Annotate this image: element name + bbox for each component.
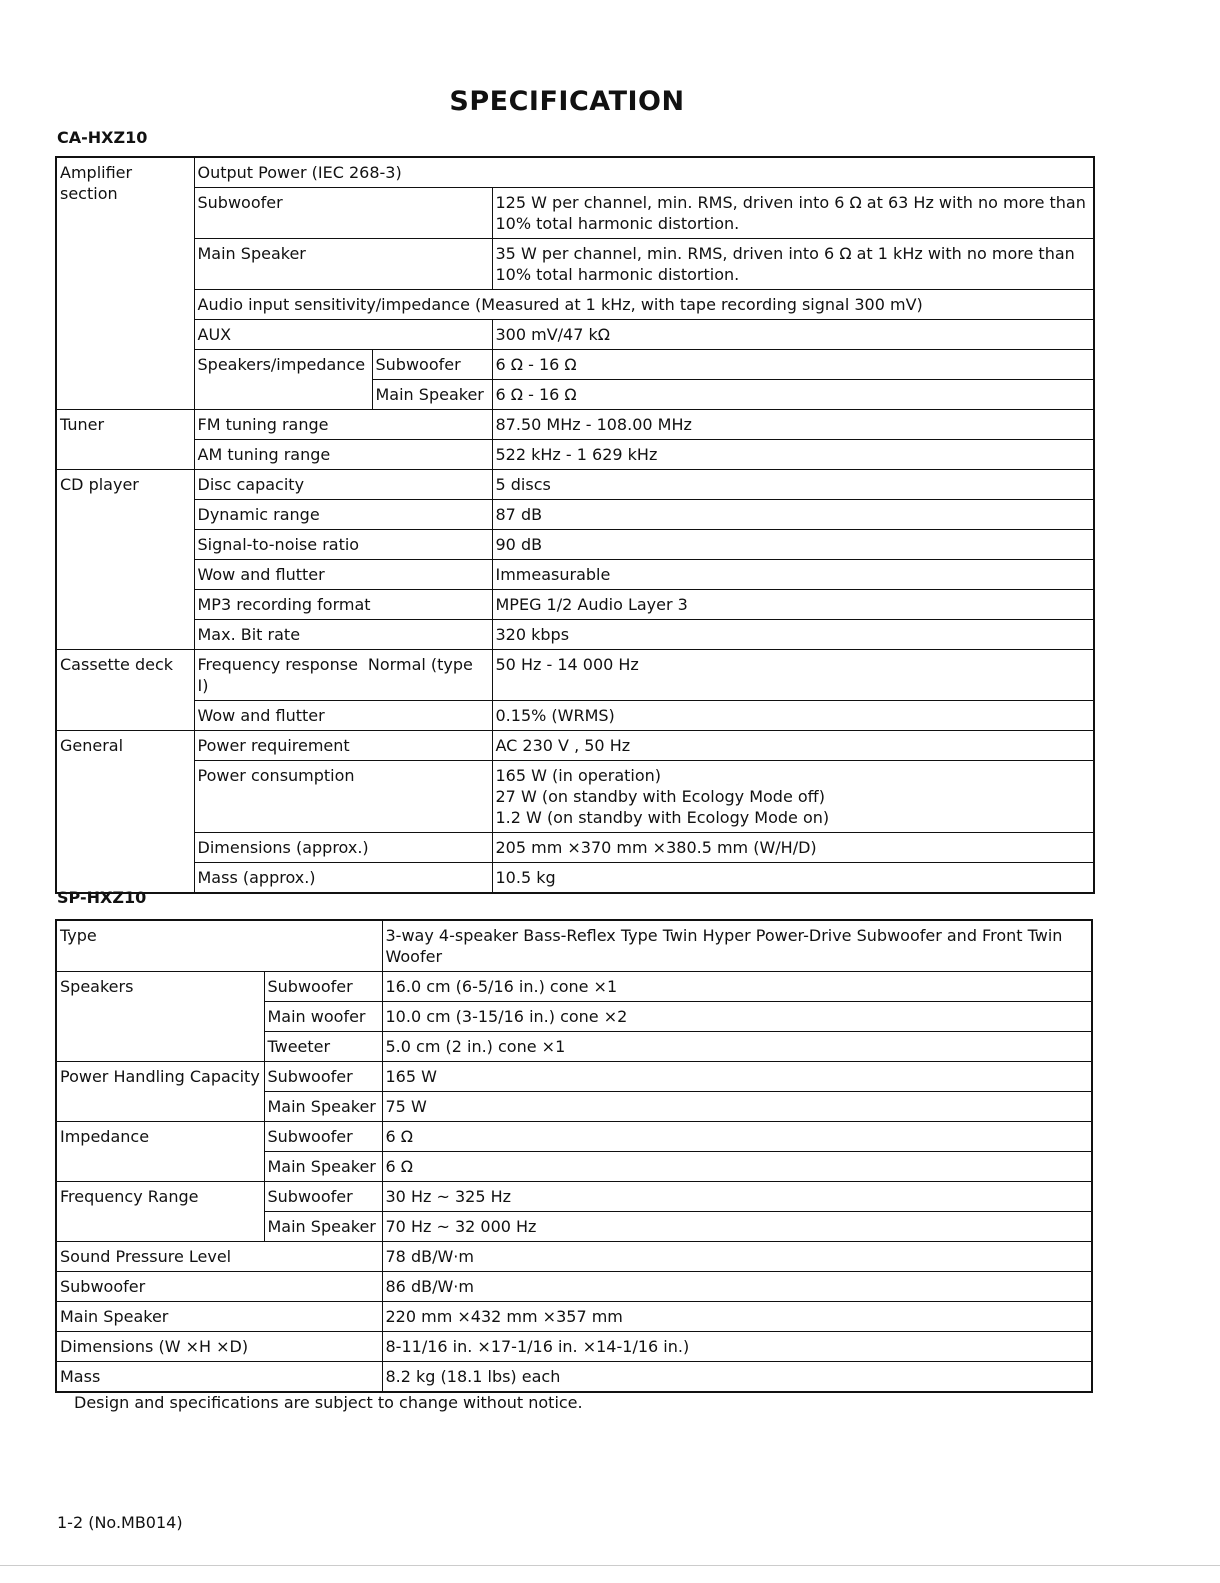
section-label: Amplifier section xyxy=(56,157,194,410)
spec-label: Type xyxy=(56,920,382,972)
spec-label: Subwoofer xyxy=(56,1272,382,1302)
spec-sublabel: Main woofer xyxy=(264,1002,382,1032)
spec-sublabel: Main Speaker xyxy=(264,1152,382,1182)
spec-sublabel: Subwoofer xyxy=(264,1182,382,1212)
sp-model-heading: SP-HXZ10 xyxy=(57,888,147,907)
section-label: Tuner xyxy=(56,410,194,470)
table-row xyxy=(56,560,1094,590)
table-row xyxy=(56,1182,1092,1212)
table-row xyxy=(56,440,1094,470)
spec-value: 87.50 MHz - 108.00 MHz xyxy=(492,410,1094,440)
sp-spec-table xyxy=(55,919,1093,1393)
section-label: General xyxy=(56,731,194,894)
spec-label: Mass (approx.) xyxy=(194,863,492,894)
table-row xyxy=(56,188,1094,239)
spec-value: 35 W per channel, min. RMS, driven into 6 Ω at 1 kHz with no more than 10% total harmonic distortion. xyxy=(492,239,1094,290)
spec-sublabel: Subwoofer xyxy=(264,972,382,1002)
table-row xyxy=(56,1122,1092,1152)
spec-value: Immeasurable xyxy=(492,560,1094,590)
table-row xyxy=(56,157,1094,188)
table-row xyxy=(56,1242,1092,1272)
table-row xyxy=(56,863,1094,894)
spec-label: Disc capacity xyxy=(194,470,492,500)
spec-value: 320 kbps xyxy=(492,620,1094,650)
section-label: Impedance xyxy=(56,1122,264,1182)
spec-sublabel: Subwoofer xyxy=(372,350,492,380)
spec-value: 50 Hz - 14 000 Hz xyxy=(492,650,1094,701)
spec-value: 6 Ω - 16 Ω xyxy=(492,380,1094,410)
table-row xyxy=(56,731,1094,761)
table-row xyxy=(56,920,1092,972)
page-title: SPECIFICATION xyxy=(449,86,685,117)
table-row xyxy=(56,701,1094,731)
section-label: Speakers xyxy=(56,972,264,1062)
page-edge-divider xyxy=(0,1565,1220,1566)
spec-value: 165 W xyxy=(382,1062,1092,1092)
table-row xyxy=(56,530,1094,560)
spec-value: 87 dB xyxy=(492,500,1094,530)
section-label: Cassette deck xyxy=(56,650,194,731)
spec-value: 90 dB xyxy=(492,530,1094,560)
spec-label: Max. Bit rate xyxy=(194,620,492,650)
table-row xyxy=(56,1062,1092,1092)
table-row xyxy=(56,833,1094,863)
ca-spec-table xyxy=(55,156,1095,894)
spec-label: FM tuning range xyxy=(194,410,492,440)
table-row xyxy=(56,470,1094,500)
spec-value: 10.0 cm (3-15/16 in.) cone ×2 xyxy=(382,1002,1092,1032)
table-row xyxy=(56,320,1094,350)
spec-value: AC 230 V , 50 Hz xyxy=(492,731,1094,761)
section-label: Frequency Range xyxy=(56,1182,264,1242)
spec-value: 10.5 kg xyxy=(492,863,1094,894)
spec-label: Wow and flutter xyxy=(194,560,492,590)
table-row xyxy=(56,410,1094,440)
spec-value: 6 Ω xyxy=(382,1122,1092,1152)
table-row xyxy=(56,590,1094,620)
freq-response-label: Frequency response xyxy=(197,655,358,674)
spec-value: 522 kHz - 1 629 kHz xyxy=(492,440,1094,470)
spec-value: 78 dB/W·m xyxy=(382,1242,1092,1272)
spec-label: Sound Pressure Level xyxy=(56,1242,382,1272)
table-row xyxy=(56,761,1094,833)
ca-model-heading: CA-HXZ10 xyxy=(57,128,148,147)
spec-value: 3-way 4-speaker Bass-Reflex Type Twin Hyper Power-Drive Subwoofer and Front Twin Woofer xyxy=(382,920,1092,972)
table-row xyxy=(56,290,1094,320)
change-notice: Design and specifications are subject to change without notice. xyxy=(74,1393,583,1412)
power-line: 27 W (on standby with Ecology Mode off) xyxy=(495,787,825,806)
spec-sublabel: Main Speaker xyxy=(264,1092,382,1122)
spec-label: Main Speaker xyxy=(194,239,492,290)
table-row xyxy=(56,1272,1092,1302)
spec-value: 8-11/16 in. ×17-1/16 in. ×14-1/16 in.) xyxy=(382,1332,1092,1362)
table-row xyxy=(56,239,1094,290)
spec-value: MPEG 1/2 Audio Layer 3 xyxy=(492,590,1094,620)
spec-value: 5 discs xyxy=(492,470,1094,500)
table-row xyxy=(56,972,1092,1002)
spec-label: Signal-to-noise ratio xyxy=(194,530,492,560)
table-row xyxy=(56,1302,1092,1332)
spec-value: 6 Ω - 16 Ω xyxy=(492,350,1094,380)
spec-value: 6 Ω xyxy=(382,1152,1092,1182)
spec-value: 220 mm ×432 mm ×357 mm xyxy=(382,1302,1092,1332)
spec-value: 125 W per channel, min. RMS, driven into 6 Ω at 63 Hz with no more than 10% total harmonic distortion. xyxy=(492,188,1094,239)
spec-value: 300 mV/47 kΩ xyxy=(492,320,1094,350)
spec-sublabel: Main Speaker xyxy=(264,1212,382,1242)
spec-sublabel: Main Speaker xyxy=(372,380,492,410)
spec-sublabel: Tweeter xyxy=(264,1032,382,1062)
section-label: Power Handling Capacity xyxy=(56,1062,264,1122)
spec-label: MP3 recording format xyxy=(194,590,492,620)
spec-label xyxy=(194,650,492,701)
table-row xyxy=(56,620,1094,650)
page-footer: 1-2 (No.MB014) xyxy=(57,1513,183,1532)
spec-value: 0.15% (WRMS) xyxy=(492,701,1094,731)
section-label: CD player xyxy=(56,470,194,650)
table-row xyxy=(56,1332,1092,1362)
table-row xyxy=(56,1362,1092,1393)
table-row xyxy=(56,500,1094,530)
spec-value xyxy=(492,761,1094,833)
spec-value: 30 Hz ~ 325 Hz xyxy=(382,1182,1092,1212)
power-line: 1.2 W (on standby with Ecology Mode on) xyxy=(495,808,830,827)
spec-label: Dimensions (W ×H ×D) xyxy=(56,1332,382,1362)
spec-sublabel: Subwoofer xyxy=(264,1122,382,1152)
spec-value: 8.2 kg (18.1 lbs) each xyxy=(382,1362,1092,1393)
spec-label: AM tuning range xyxy=(194,440,492,470)
spec-value: 86 dB/W·m xyxy=(382,1272,1092,1302)
spec-label: Mass xyxy=(56,1362,382,1393)
spec-label: Audio input sensitivity/impedance (Measured at 1 kHz, with tape recording signal 300 mV) xyxy=(194,290,1094,320)
spec-value: 75 W xyxy=(382,1092,1092,1122)
spec-label: Output Power (IEC 268-3) xyxy=(194,157,1094,188)
power-line: 165 W (in operation) xyxy=(495,766,662,785)
spec-label: Power requirement xyxy=(194,731,492,761)
normal-type-label: Normal (type I) xyxy=(197,655,473,695)
spec-value: 16.0 cm (6-5/16 in.) cone ×1 xyxy=(382,972,1092,1002)
spec-label: Wow and flutter xyxy=(194,701,492,731)
table-row xyxy=(56,350,1094,380)
spec-label: Dynamic range xyxy=(194,500,492,530)
table-row xyxy=(56,650,1094,701)
spec-sublabel: Subwoofer xyxy=(264,1062,382,1092)
spec-label: Dimensions (approx.) xyxy=(194,833,492,863)
spec-label: Speakers/impedance xyxy=(194,350,372,410)
spec-label: Subwoofer xyxy=(194,188,492,239)
spec-label: Power consumption xyxy=(194,761,492,833)
spec-value: 70 Hz ~ 32 000 Hz xyxy=(382,1212,1092,1242)
spec-label: Main Speaker xyxy=(56,1302,382,1332)
spec-value: 5.0 cm (2 in.) cone ×1 xyxy=(382,1032,1092,1062)
spec-label: AUX xyxy=(194,320,492,350)
spec-value: 205 mm ×370 mm ×380.5 mm (W/H/D) xyxy=(492,833,1094,863)
